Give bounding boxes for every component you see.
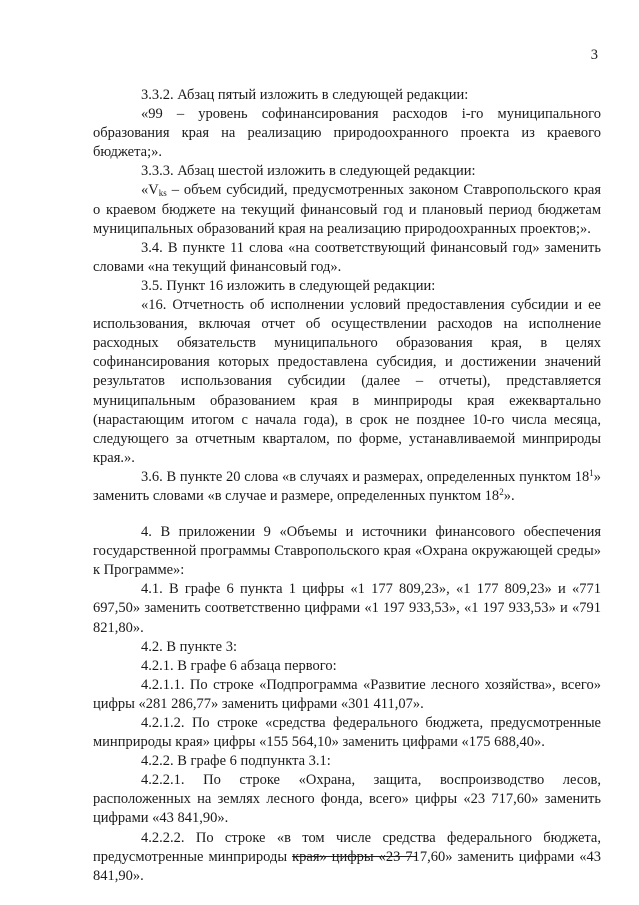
superscript-1: 1 [589,467,594,478]
paragraph-3-3-3-text [93,181,601,238]
paragraph-4: 4. В приложении 9 «Объемы и источники финансового обеспечения государственной программы Ставропольского края «Охрана окружающей среды» к Программе»: [93,524,601,579]
paragraph-3-5-text: «16. Отчетность об исполнении условий предоставления субсидии и ее использования, включая отчет об осуществлении расходов на исполнение расходных обязательств муниципального образования края, в целях софинансирования которых предоставлена субсидия, и достижении значений результатов использования субсидии (далее – отчеты), представляется муниципальным образованием края в минприроды края ежеквартально (нарастающим итогом с начала года), в срок не позднее 10-го числа месяца, следующего за отчетным кварталом, по форме, устанавливаемой минприроды края.». [93,297,601,466]
paragraph-4-2-1: 4.2.1. В графе 6 абзаца первого: [141,657,337,674]
paragraph-3-4: 3.4. В пункте 11 слова «на соответствующий финансовый год» заменить словами «на текущий финансовый год». [93,239,601,275]
paragraph-3-6-part-2: » заменить словами «в случае и размере, определенных пунктом 18 [93,468,601,504]
vks-text: – объем субсидий, предусмотренных законом Ставропольского края о краевом бюджете на текущий финансовый год и плановый период бюджетам муниципальных образований края на реализацию природоохранных проектов;». [93,182,601,237]
page-number: 3 [590,47,598,63]
paragraph-3-3-2-text: «99 – уровень софинансирования расходов i-го муниципального образования края на реализацию природоохранного проекта из краевого бюджета;». [93,106,601,161]
vks-prefix: «V [141,182,159,199]
paragraph-4-2-2-2: 4.2.2.2. По строке «в том числе средства федерального бюджета, предусмотренные минприроды края» цифры «23 717,60» заменить цифрами «43 841,90». [93,829,601,884]
section-gap [93,506,601,523]
paragraph-3-3-3: 3.3.3. Абзац шестой изложить в следующей редакции: [141,163,476,180]
paragraph-4-2: 4.2. В пункте 3: [141,638,237,655]
paragraph-4-1: 4.1. В графе 6 пункта 1 цифры «1 177 809,23», «1 177 809,23» и «771 697,50» заменить соответственно цифрами «1 197 933,53», «1 197 933,53» и «791 821,80». [93,581,601,636]
paragraph-3-3-2: 3.3.2. Абзац пятый изложить в следующей редакции: [141,87,469,103]
paragraph-4-2-2: 4.2.2. В графе 6 подпункта 3.1: [141,753,331,770]
paragraph-3-6 [93,468,601,506]
paragraph-4-2-2-1: 4.2.2.1. По строке «Охрана, защита, воспроизводство лесов, расположенных на землях лесного фонда, всего» цифры «23 717,60» заменить цифрами «43 841,90». [93,772,601,827]
paragraph-3-5: 3.5. Пункт 16 изложить в следующей редакции: [141,277,436,294]
paragraph-4-2-1-1: 4.2.1.1. По строке «Подпрограмма «Развитие лесного хозяйства», всего» цифры «281 286,77» заменить цифрами «301 411,07». [93,676,601,712]
superscript-2: 2 [499,486,504,497]
vks-subscript: ks [158,188,167,199]
document-body [93,86,601,886]
paragraph-4-2-1-2: 4.2.1.2. По строке «средства федерального бюджета, предусмотренные минприроды края» цифры «155 564,10» заменить цифрами «175 688,40». [93,715,601,751]
paragraph-3-6-part-1: 3.6. В пункте 20 слова «в случаях и размерах, определенных пунктом 18 [141,468,590,485]
closing-rule [292,856,416,857]
paragraph-3-6-part-3: ». [503,487,515,504]
